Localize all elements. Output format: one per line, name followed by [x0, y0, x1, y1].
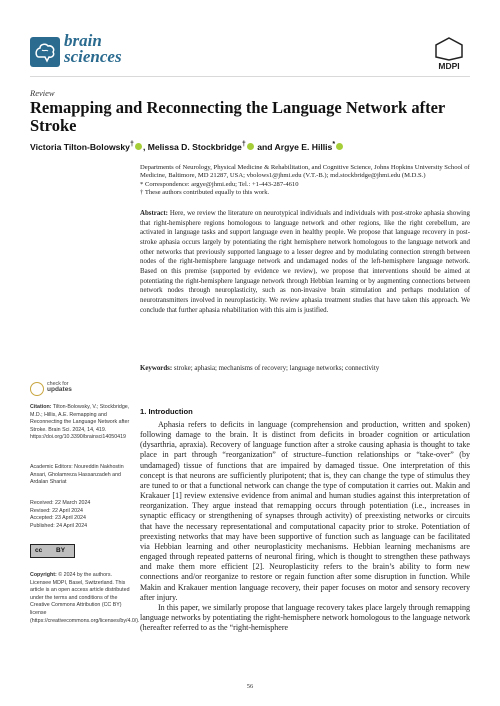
copyright-text: © 2024 by the authors. Licensee MDPI, Basel, Switzerland. This article is an open access article distributed under the terms and conditions of the Creative Commons Attribution (CC BY) license (https://creativecommons.org/licenses/by/4.0/). [30, 572, 140, 624]
author-name[interactable]: Victoria Tilton-Bolowsky [30, 141, 130, 152]
author-list [30, 140, 470, 152]
page-number: 56 [246, 683, 254, 690]
abstract-text: Here, we review the literature on neurotypical individuals and individuals with post-stroke aphasia showing that right-hemisphere regions homologous to language network and other regions, like the right cerebellum, are activated in language tasks and support language even in healthy people. We propose that language recovery in post-stroke aphasia occurs largely by potentiating the right hemisphere network homologous to the language network and other networks that previously supported language to a lesser degree and by modulating connection strength between nodes of the right-hemisphere language network and undamaged nodes of the left-hemisphere language network. Based on this premise (supported by evidence we review), we propose that interventions should be aimed at potentiating the right-hemisphere language network through Hebbian learning or by augmenting connections between network nodes through neuroplasticity, such as non-invasive brain stimulation and perhaps modulation of neurotransmitters involved in neuroplasticity. We review aphasia treatment studies that have taken this approach. We conclude that further aphasia rehabilitation with this aim is justified. [140, 210, 470, 314]
body-text [140, 420, 470, 633]
header-divider [30, 76, 470, 77]
author-name[interactable]: Argye E. Hillis [274, 141, 333, 152]
orcid-icon[interactable] [247, 143, 254, 150]
author-separator: and [254, 141, 275, 152]
orcid-icon[interactable] [135, 143, 142, 150]
check-for-updates-line1: check for [47, 381, 69, 387]
article-dates [30, 500, 130, 530]
editors-names: Noureddin Nakhostin Ansari, Gholamreza Hassanzadeh and Ardalan Shariat [30, 464, 124, 486]
author-separator: , [142, 141, 148, 152]
author-mark: † [241, 140, 246, 148]
orcid-icon[interactable] [336, 143, 343, 150]
abstract-label: Abstract: [140, 210, 168, 217]
equal-contribution-note: † These authors contributed equally to this work. [140, 189, 270, 197]
check-for-updates-line2: updates [47, 386, 72, 393]
correspondence-note: * Correspondence: argye@jhmi.edu; Tel.: +1-443-287-4610 [140, 180, 299, 188]
abstract [140, 209, 470, 315]
author-mark: † [129, 140, 134, 148]
check-for-updates-icon[interactable] [30, 382, 44, 396]
keywords-text: stroke; aphasia; mechanisms of recovery; language networks; connectivity [173, 365, 380, 372]
citation-text[interactable]: Tilton-Bolowsky, V.; Stockbridge, M.D.; Hillis, A.E. Remapping and Reconnecting the Language Network after Stroke. Brain Sci. 2024, 14, 419. https://doi.org/10.3390/brainsci14050419 [30, 404, 130, 441]
cc-label: cc [35, 547, 43, 554]
affiliation-text: Departments of Neurology, Physical Medicine & Rehabilitation, and Cognitive Science, Johns Hopkins University School of Medicine, Baltimore, MD 21287, USA; vbolows1@jhmi.edu (V.T.-B.); md.stockbridge@jhmi.edu (M.D.S.) [140, 164, 470, 180]
paragraph: In this paper, we similarly propose that language recovery takes place largely through remapping language networks by potentiating the right-hemisphere network homologous to the language network (hereafter referred to as the “right-hemisphere [140, 602, 470, 633]
keywords [140, 364, 470, 373]
article-type: Review [30, 88, 55, 98]
copyright-block [30, 572, 140, 625]
author-name[interactable]: Melissa D. Stockbridge [147, 141, 242, 152]
section-heading: 1. Introduction [140, 407, 193, 416]
journal-name[interactable] [64, 33, 122, 65]
cc-license-icon[interactable] [30, 544, 75, 558]
cc-by-label: BY [56, 547, 66, 554]
academic-editors [30, 464, 130, 487]
citation-label: Citation: [30, 404, 52, 410]
date-revised: Revised: 22 April 2024 [30, 507, 84, 514]
paragraph: Aphasia refers to deficits in language (comprehension and production, written and spoken) following damage to the brain. It is distinct from deficits in broader cognition or articulation (dysarthria, apraxia). Recovery of language function after a stroke causing aphasia is thought to take place in part through “reorganization” of structure–function relationships or “take-over” (by undamaged) tissue of functions that are impaired by damaged tissue. One interpretation of this concept is that neurons are sufficiently pluripotent; that is, they can change the type of stimulus they are tuned to or that a functional network can change the type of computation it carries out. Makin and Krakauer [1] review extensive evidence from animal and human studies against this interpretation of reorganization. They argue instead that remapping occurs through potentiation (i.e., increases in synaptic efficacy or strengthening of synapses through activity) of preexisting networks or circuits that have the necessary representational and computational capacity prior to stroke. Potentiation of preexisting networks that may have been supportive of function such as language can be facilitated via Hebbian learning and other neuroplasticity mechanisms. Hebbian learning mechanisms are engaged through repeated patterns of neuronal firing, which is thought to strengthen these pathways and make them more efficient [2]. Neuroplasticity refers to the brain’s ability to form new connections and/or reorganize to restore or regain function after some disruption in function. While Makin and Krakauer mention language recovery, their paper focuses on motor and sensory recovery after injury. [140, 420, 470, 602]
copyright-label: Copyright: [30, 572, 57, 578]
date-published: Published: 24 April 2024 [30, 522, 88, 529]
publisher-name: MDPI [438, 61, 460, 71]
editors-label: Academic Editors: [30, 464, 73, 470]
citation-block [30, 404, 130, 442]
journal-logo-icon [30, 37, 60, 67]
date-accepted: Accepted: 23 April 2024 [30, 515, 86, 522]
check-for-updates-label[interactable] [47, 381, 72, 393]
journal-name-line1: brain [64, 31, 102, 50]
date-received: Received: 22 March 2024 [30, 500, 91, 506]
journal-name-line2: sciences [64, 47, 122, 66]
article-title: Remapping and Reconnecting the Language Network after Stroke [30, 98, 445, 135]
affiliations [140, 164, 470, 198]
author-mark: * [332, 140, 336, 148]
keywords-label: Keywords: [140, 365, 173, 372]
